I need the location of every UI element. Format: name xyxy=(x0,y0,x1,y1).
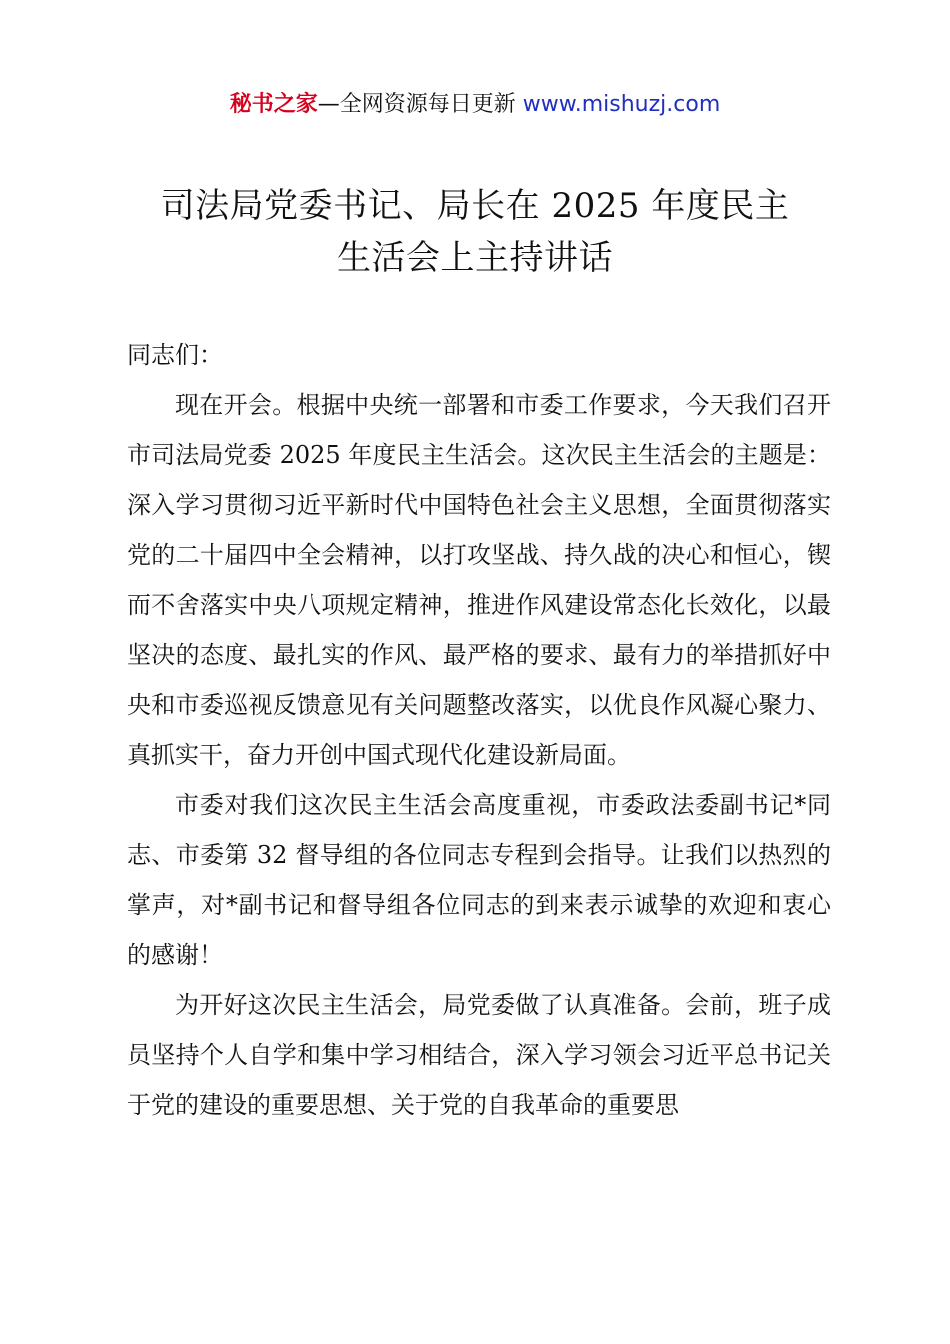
document-body xyxy=(127,330,831,1130)
site-watermark-header xyxy=(0,88,950,122)
title-line-2: 生活会上主持讲话 xyxy=(337,238,613,278)
document-title xyxy=(100,180,850,284)
paragraph-3: 为开好这次民主生活会，局党委做了认真准备。会前，班子成员坚持个人自学和集中学习相结合，深入学习领会习近平总书记关于党的建设的重要思想、关于党的自我革命的重要思 xyxy=(127,991,831,1119)
paragraph-2: 市委对我们这次民主生活会高度重视，市委政法委副书记*同志、市委第 32 督导组的各位同志专程到会指导。让我们以热烈的掌声，对*副书记和督导组各位同志的到来表示诚挚的欢迎和衷心的感谢！ xyxy=(127,791,831,969)
paragraph-1: 现在开会。根据中央统一部署和市委工作要求，今天我们召开市司法局党委 2025 年度民主生活会。这次民主生活会的主题是：深入学习贯彻习近平新时代中国特色社会主义思想，全面贯彻落实党的二十届四中全会精神，以打攻坚战、持久战的决心和恒心，锲而不舍落实中央八项规定精神，推进作风建设常态化长效化，以最坚决的态度、最扎实的作风、最严格的要求、最有力的举措抓好中央和市委巡视反馈意见有关问题整改落实，以优良作风凝心聚力、真抓实干，奋力开创中国式现代化建设新局面。 xyxy=(127,391,831,769)
salutation: 同志们： xyxy=(127,341,223,369)
site-brand: 秘书之家 xyxy=(229,92,318,117)
site-url-link[interactable]: www.mishuzj.com xyxy=(522,92,721,117)
site-tagline: —全网资源每日更新 xyxy=(317,92,516,117)
title-line-1: 司法局党委书记、局长在 2025 年度民主 xyxy=(160,186,790,226)
